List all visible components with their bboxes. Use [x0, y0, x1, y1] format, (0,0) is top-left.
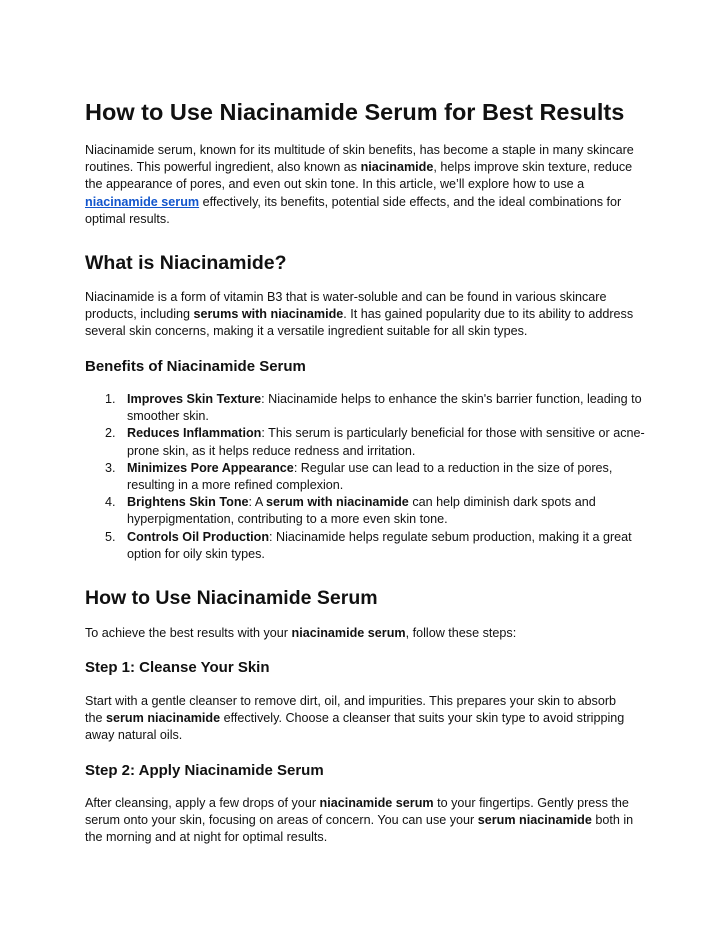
how-to-bold: niacinamide serum: [291, 626, 406, 640]
intro-text-1: Niacinamide serum, known for its multitude of skin benefits, has become a staple in many skincare routines. This powerful ingredient, also known as: [85, 143, 634, 175]
benefit-text-2: can help diminish dark spots and hyperpigmentation, contributing to a more even skin tone.: [127, 495, 596, 527]
list-number: 1.: [105, 392, 116, 406]
list-number: 4.: [105, 495, 116, 510]
list-number: 2.: [105, 426, 116, 441]
benefit-title: Controls Oil Production: [127, 529, 270, 544]
what-is-text-1: Niacinamide is a form of vitamin B3 that is water-soluble and can be found in various skincare products, including: [85, 290, 607, 322]
list-item: [85, 425, 645, 459]
heading-step-2: Step 2: Apply Niacinamide Serum: [85, 762, 324, 779]
what-is-paragraph: [85, 289, 637, 341]
what-is-text-2: . It has gained popularity due to its ability to address several skin concerns, making it a versatile ingredient suitable for all skin types.: [85, 307, 634, 339]
benefit-bold-2: serum with niacinamide: [266, 495, 409, 510]
heading-step-1: Step 1: Cleanse Your Skin: [85, 659, 270, 676]
step-2-text-3: both in the morning and at night for optimal results.: [85, 813, 634, 845]
step-2-text-2: to your fingertips. Gently press the serum onto your skin, focusing on areas of concern. You can use your: [85, 796, 629, 828]
heading-how-to-use: How to Use Niacinamide Serum: [85, 587, 378, 609]
list-item: [85, 391, 645, 425]
heading-what-is: What is Niacinamide?: [85, 252, 287, 274]
step-2-text-1: After cleansing, apply a few drops of your: [85, 796, 320, 810]
intro-bold-niacinamide: niacinamide: [360, 160, 434, 175]
benefit-title: Reduces Inflammation: [127, 426, 262, 441]
how-to-text-1: To achieve the best results with your: [85, 626, 292, 640]
benefit-text: : Niacinamide helps regulate sebum production, making it a great option for oily skin types.: [127, 529, 632, 561]
step-1-bold: serum niacinamide: [106, 711, 221, 726]
intro-text-3: effectively, its benefits, potential side effects, and the ideal combinations for optimal results.: [85, 194, 622, 226]
how-to-paragraph: [85, 625, 637, 642]
step-1-text-2: effectively. Choose a cleanser that suits your skin type to avoid stripping away natural oils.: [85, 711, 625, 743]
list-item: [85, 529, 645, 563]
step-2-paragraph: [85, 795, 637, 847]
how-to-text-2: , follow these steps:: [405, 626, 517, 640]
intro-text-2: , helps improve skin texture, reduce the appearance of pores, and even out skin tone. In this article, we’ll explore how to use a: [85, 160, 633, 192]
intro-paragraph: [85, 142, 637, 228]
list-item: [85, 460, 645, 494]
benefit-title: Minimizes Pore Appearance: [127, 460, 294, 475]
list-number: 3.: [105, 460, 116, 475]
benefit-text: : Regular use can lead to a reduction in the size of pores, resulting in a more refined complexion.: [127, 460, 613, 493]
step-2-bold-1: niacinamide serum: [319, 796, 434, 810]
step-1-paragraph: [85, 693, 637, 745]
step-1-text-1: Start with a gentle cleanser to remove dirt, oil, and impurities. This prepares your skin to absorb the: [85, 694, 617, 726]
benefit-text: : Niacinamide helps to enhance the skin's barrier function, leading to smoother skin.: [127, 392, 642, 424]
step-2-bold-2: serum niacinamide: [477, 813, 592, 828]
benefit-title: Improves Skin Texture: [127, 392, 262, 406]
list-item: [85, 494, 645, 528]
benefit-text: : This serum is particularly beneficial for those with sensitive or acne-prone skin, as it helps reduce redness and irritation.: [127, 426, 645, 458]
benefit-title: Brightens Skin Tone: [127, 495, 249, 510]
list-number: 5.: [105, 529, 116, 544]
what-is-bold: serums with niacinamide: [193, 307, 344, 322]
benefits-list: [85, 391, 645, 563]
niacinamide-serum-link[interactable]: niacinamide serum: [85, 194, 200, 209]
article-title: How to Use Niacinamide Serum for Best Results: [85, 99, 625, 125]
benefit-text: : A: [248, 495, 267, 510]
heading-benefits: Benefits of Niacinamide Serum: [85, 358, 306, 375]
